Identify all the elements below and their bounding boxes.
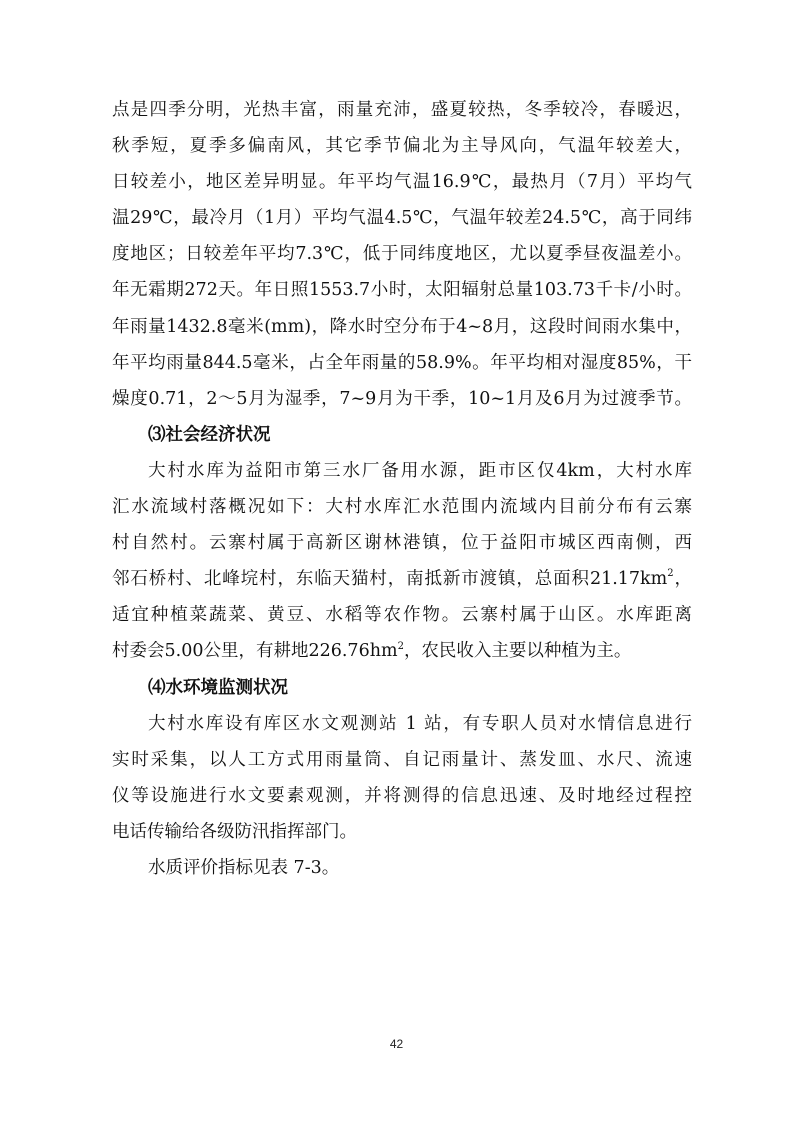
- paragraph-line: 仪等设施进行水文要素观测，并将测得的信息迅速、及时地经过程控: [112, 785, 692, 806]
- paragraph-line: [112, 633, 692, 669]
- paragraph-line: 日较差小，地区差异明显。年平均气温16.9℃，最热月（7月）平均气: [112, 172, 692, 193]
- page-number: 42: [389, 1037, 404, 1051]
- paragraph-line: 汇水流域村落概况如下：大村水库汇水范围内流域内目前分布有云寨: [112, 497, 692, 518]
- paragraph-text: ，农民收入主要以种植为主。: [403, 641, 632, 662]
- paragraph-line: 燥度0.71，2～5月为湿季，7~9月为干季，10~1月及6月为过渡季节。: [112, 388, 692, 409]
- paragraph-line: 年雨量1432.8毫米(mm)，降水时空分布于4~8月，这段时间雨水集中，: [112, 316, 692, 337]
- paragraph-line: 村自然村。云寨村属于高新区谢林港镇，位于益阳市城区西南侧，西: [112, 533, 692, 554]
- paragraph-line: 电话传输给各级防汛指挥部门。: [112, 821, 357, 842]
- table-reference: 水质评价指标见表 7-3。: [148, 857, 340, 878]
- superscript: 2: [667, 568, 674, 580]
- paragraph-line: 秋季短，夏季多偏南风，其它季节偏北为主导风向，气温年较差大，: [112, 136, 692, 157]
- paragraph-line: 点是四季分明，光热丰富，雨量充沛，盛夏较热，冬季较冷，春暖迟，: [112, 100, 692, 120]
- section-heading-social-economy: ⑶社会经济状况: [148, 424, 271, 445]
- paragraph-line: 大村水库设有库区水文观测站 1 站，有专职人员对水情信息进行: [148, 713, 692, 734]
- paragraph-line: 大村水库为益阳市第三水厂备用水源，距市区仅4km，大村水库: [148, 460, 692, 481]
- paragraph-line: 度地区；日较差年平均7.3℃，低于同纬度地区，尤以夏季昼夜温差小。: [112, 244, 692, 265]
- paragraph-text: 村委会5.00公里，有耕地226.76hm: [112, 641, 398, 662]
- superscript: 2: [397, 640, 404, 652]
- section-heading-water-monitoring: ⑷水环境监测状况: [148, 677, 288, 698]
- paragraph-text: 邻石桥村、北峰垸村，东临天猫村，南抵新市渡镇，总面积21.17km: [112, 569, 668, 590]
- paragraph-line: 年平均雨量844.5毫米，占全年雨量的58.9%。年平均相对湿度85%，干: [112, 352, 692, 373]
- paragraph-line: 实时采集，以人工方式用雨量筒、自记雨量计、蒸发皿、水尺、流速: [112, 749, 692, 770]
- paragraph-text: ，: [673, 569, 693, 590]
- paragraph-line: 温29℃，最冷月（1月）平均气温4.5℃，气温年较差24.5℃，高于同纬: [112, 208, 692, 229]
- paragraph-line: 适宜种植菜蔬菜、黄豆、水稻等农作物。云寨村属于山区。水库距离: [112, 605, 692, 626]
- paragraph-line: [112, 561, 692, 597]
- paragraph-line: 年无霜期272天。年日照1553.7小时，太阳辐射总量103.73千卡/小时。: [112, 280, 692, 301]
- document-body: [112, 92, 692, 886]
